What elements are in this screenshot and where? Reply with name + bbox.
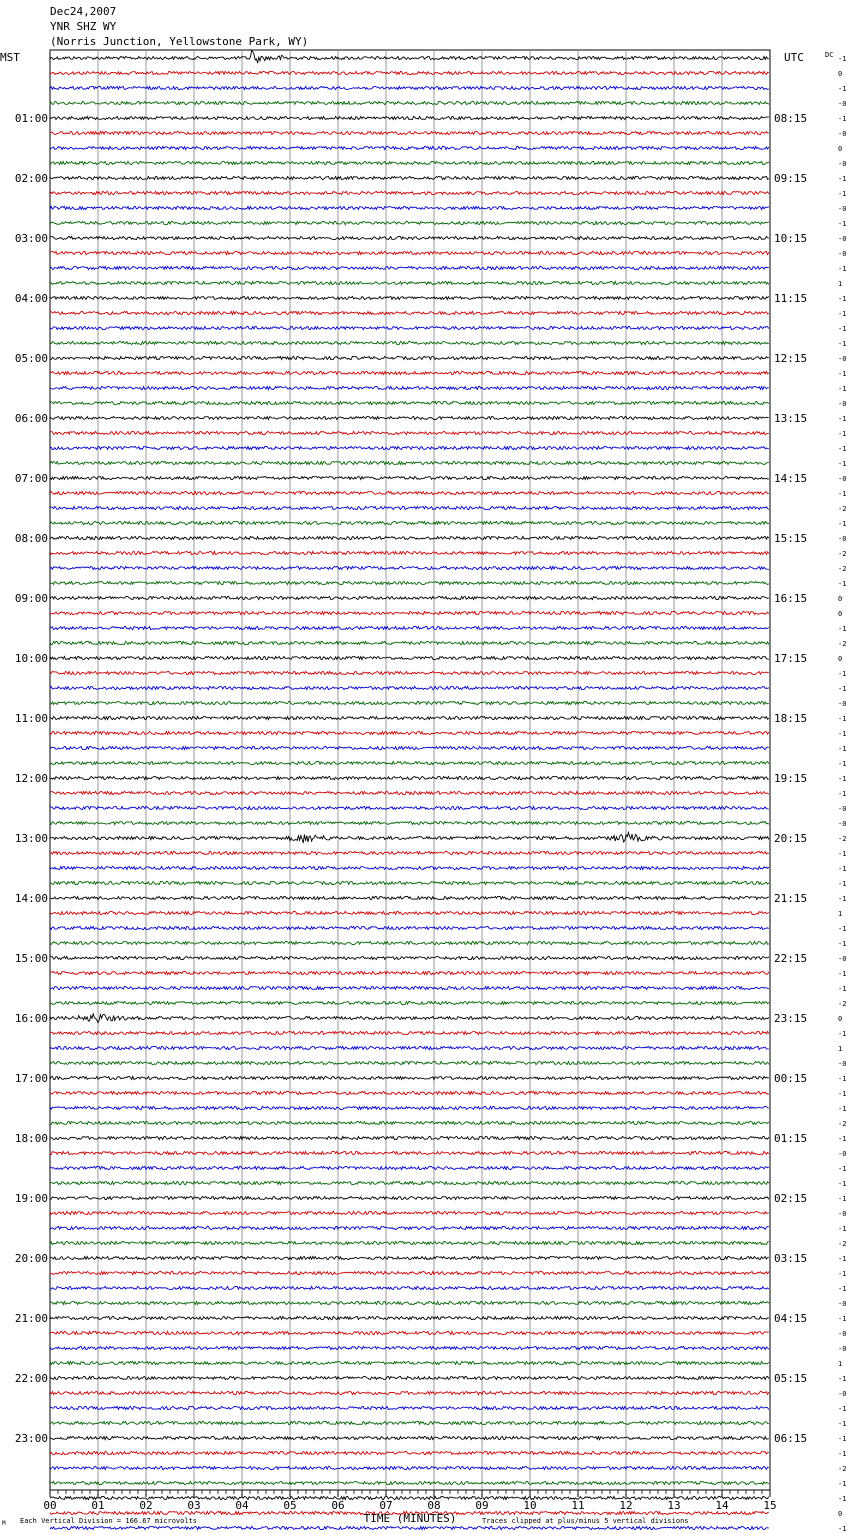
seismic-trace bbox=[50, 1181, 769, 1184]
seismic-trace bbox=[50, 251, 769, 254]
utc-hour-label: 16:15 bbox=[774, 592, 808, 605]
seismic-trace bbox=[50, 506, 769, 509]
x-tick-label: 03 bbox=[187, 1499, 201, 1512]
utc-hour-label: 13:15 bbox=[774, 412, 808, 425]
seismic-trace bbox=[50, 911, 769, 914]
seismic-trace bbox=[50, 521, 769, 524]
seismic-trace bbox=[50, 866, 769, 869]
seismic-trace bbox=[50, 941, 769, 944]
seismic-trace bbox=[50, 1331, 769, 1334]
dc-offset-label: -0 bbox=[838, 1300, 847, 1308]
seismic-trace bbox=[50, 1196, 769, 1199]
dc-offset-label: -1 bbox=[838, 790, 847, 798]
dc-offset-label: 1 bbox=[838, 1360, 843, 1368]
seismic-trace bbox=[50, 101, 769, 104]
seismic-trace bbox=[50, 1211, 769, 1214]
dc-offset-label: -1 bbox=[838, 1090, 847, 1098]
dc-offset-label: 0 bbox=[838, 655, 843, 663]
dc-offset-label: -1 bbox=[838, 1480, 847, 1488]
dc-offset-label: -2 bbox=[838, 1000, 847, 1008]
dc-offset-label: -1 bbox=[838, 415, 847, 423]
mst-hour-label: 02:00 bbox=[14, 172, 48, 185]
seismic-trace bbox=[50, 626, 769, 629]
seismic-trace bbox=[50, 71, 769, 74]
seismic-trace bbox=[50, 1121, 769, 1124]
seismic-trace bbox=[50, 716, 769, 719]
dc-offset-label: -0 bbox=[838, 1390, 847, 1398]
dc-offset-label: -1 bbox=[838, 220, 847, 228]
dc-offset-label: -1 bbox=[838, 1420, 847, 1428]
dc-offset-label: -1 bbox=[838, 1405, 847, 1413]
dc-offset-label: -1 bbox=[838, 730, 847, 738]
dc-offset-label: -2 bbox=[838, 565, 847, 573]
seismic-trace bbox=[50, 401, 769, 404]
dc-offset-label: -0 bbox=[838, 1060, 847, 1068]
dc-offset-label: -1 bbox=[838, 115, 847, 123]
dc-offset-label: 0 bbox=[838, 610, 843, 618]
utc-hour-label: 10:15 bbox=[774, 232, 808, 245]
seismic-trace bbox=[50, 1014, 769, 1023]
dc-offset-label: -0 bbox=[838, 400, 847, 408]
dc-offset-label: -1 bbox=[838, 1495, 847, 1503]
seismic-trace bbox=[50, 1166, 769, 1169]
seismic-trace bbox=[50, 281, 769, 284]
seismic-trace bbox=[50, 221, 769, 224]
dc-offset-label: -0 bbox=[838, 235, 847, 243]
utc-hour-label: 23:15 bbox=[774, 1012, 808, 1025]
seismic-trace bbox=[50, 776, 769, 779]
seismic-trace bbox=[50, 1241, 769, 1244]
mst-hour-label: 15:00 bbox=[14, 952, 48, 965]
seismic-trace bbox=[50, 1076, 769, 1079]
mst-hour-label: 23:00 bbox=[14, 1432, 48, 1445]
dc-offset-label: -1 bbox=[838, 295, 847, 303]
seismic-trace bbox=[50, 176, 769, 179]
dc-offset-label: -1 bbox=[838, 1030, 847, 1038]
utc-hour-label: 08:15 bbox=[774, 112, 808, 125]
dc-offset-label: 0 bbox=[838, 1015, 843, 1023]
dc-offset-label: 0 bbox=[838, 1510, 843, 1518]
mst-hour-label: 14:00 bbox=[14, 892, 48, 905]
dc-offset-label: -1 bbox=[838, 460, 847, 468]
seismic-trace bbox=[50, 1436, 769, 1439]
dc-offset-label: -0 bbox=[838, 355, 847, 363]
x-tick-label: 11 bbox=[571, 1499, 585, 1512]
utc-hour-label: 04:15 bbox=[774, 1312, 808, 1325]
seismic-trace bbox=[50, 791, 769, 794]
seismic-trace bbox=[50, 656, 769, 659]
dc-offset-label: -1 bbox=[838, 520, 847, 528]
seismic-trace bbox=[50, 1316, 769, 1319]
utc-hour-label: 12:15 bbox=[774, 352, 808, 365]
utc-hour-label: 05:15 bbox=[774, 1372, 808, 1385]
utc-hour-label: 11:15 bbox=[774, 292, 808, 305]
seismic-trace bbox=[50, 236, 769, 239]
seismic-trace bbox=[50, 1301, 769, 1304]
dc-offset-label: -1 bbox=[838, 685, 847, 693]
seismic-trace bbox=[50, 596, 769, 599]
seismic-trace bbox=[50, 431, 769, 434]
dc-offset-label: -1 bbox=[838, 385, 847, 393]
utc-hour-label: 02:15 bbox=[774, 1192, 808, 1205]
seismic-trace bbox=[50, 566, 769, 569]
mst-hour-label: 10:00 bbox=[14, 652, 48, 665]
seismic-trace bbox=[50, 1061, 769, 1064]
station-location: (Norris Junction, Yellowstone Park, WY) bbox=[50, 35, 309, 48]
x-tick-label: 13 bbox=[667, 1499, 681, 1512]
dc-offset-label: -1 bbox=[838, 1435, 847, 1443]
utc-axis-label: UTC bbox=[784, 51, 804, 64]
seismic-trace bbox=[50, 971, 769, 974]
dc-offset-label: -2 bbox=[838, 1240, 847, 1248]
utc-hour-label: 21:15 bbox=[774, 892, 808, 905]
seismic-trace bbox=[50, 956, 769, 959]
dc-offset-label: -1 bbox=[838, 1270, 847, 1278]
dc-offset-label: -1 bbox=[838, 1075, 847, 1083]
dc-offset-label: -1 bbox=[838, 775, 847, 783]
seismic-trace bbox=[50, 131, 769, 134]
mst-hour-label: 21:00 bbox=[14, 1312, 48, 1325]
dc-offset-label: -2 bbox=[838, 1120, 847, 1128]
utc-hour-label: 15:15 bbox=[774, 532, 808, 545]
mst-hour-label: 05:00 bbox=[14, 352, 48, 365]
dc-offset-label: -0 bbox=[838, 130, 847, 138]
dc-offset-label: -0 bbox=[838, 955, 847, 963]
dc-offset-label: -0 bbox=[838, 535, 847, 543]
seismic-trace bbox=[50, 1151, 769, 1154]
seismic-trace bbox=[50, 1286, 769, 1289]
seismic-trace bbox=[50, 671, 769, 674]
seismic-trace bbox=[50, 611, 769, 614]
dc-offset-label: -1 bbox=[838, 340, 847, 348]
seismic-trace bbox=[50, 986, 769, 989]
mst-hour-label: 20:00 bbox=[14, 1252, 48, 1265]
mst-hour-label: 04:00 bbox=[14, 292, 48, 305]
dc-offset-label: -1 bbox=[838, 715, 847, 723]
seismic-trace bbox=[50, 1046, 769, 1049]
seismic-trace bbox=[50, 1466, 769, 1469]
seismic-trace bbox=[50, 356, 769, 359]
dc-offset-label: -1 bbox=[838, 85, 847, 93]
dc-offset-label: -1 bbox=[838, 1315, 847, 1323]
dc-offset-label: -2 bbox=[838, 835, 847, 843]
utc-hour-label: 19:15 bbox=[774, 772, 808, 785]
utc-hour-label: 09:15 bbox=[774, 172, 808, 185]
mst-hour-label: 18:00 bbox=[14, 1132, 48, 1145]
dc-offset-label: -1 bbox=[838, 325, 847, 333]
mst-hour-label: 12:00 bbox=[14, 772, 48, 785]
dc-offset-label: -1 bbox=[838, 895, 847, 903]
dc-offset-label: -1 bbox=[838, 985, 847, 993]
seismic-trace bbox=[50, 761, 769, 764]
seismic-trace bbox=[50, 1031, 769, 1034]
x-tick-label: 14 bbox=[715, 1499, 729, 1512]
dc-offset-label: -1 bbox=[838, 310, 847, 318]
dc-offset-label: -1 bbox=[838, 745, 847, 753]
mst-hour-label: 08:00 bbox=[14, 532, 48, 545]
dc-offset-label: 1 bbox=[838, 910, 843, 918]
seismic-trace bbox=[50, 1526, 769, 1529]
seismic-trace bbox=[50, 371, 769, 374]
seismic-trace bbox=[50, 1091, 769, 1094]
dc-offset-label: -1 bbox=[838, 430, 847, 438]
mst-hour-label: 13:00 bbox=[14, 832, 48, 845]
dc-offset-label: -1 bbox=[838, 370, 847, 378]
seismic-trace bbox=[50, 581, 769, 584]
x-tick-label: 10 bbox=[523, 1499, 537, 1512]
dc-offset-label: -1 bbox=[838, 1225, 847, 1233]
mst-hour-label: 03:00 bbox=[14, 232, 48, 245]
seismic-trace bbox=[50, 146, 769, 149]
seismic-trace bbox=[50, 491, 769, 494]
dc-offset-label: -1 bbox=[838, 1285, 847, 1293]
dc-offset-label: -1 bbox=[838, 865, 847, 873]
seismic-trace bbox=[50, 116, 769, 119]
seismic-trace bbox=[50, 1346, 769, 1349]
dc-offset-label: -1 bbox=[838, 925, 847, 933]
seismic-trace bbox=[50, 161, 769, 164]
utc-hour-label: 22:15 bbox=[774, 952, 808, 965]
seismic-trace bbox=[50, 1001, 769, 1004]
seismic-trace bbox=[50, 1391, 769, 1394]
mst-hour-label: 22:00 bbox=[14, 1372, 48, 1385]
seismic-trace bbox=[50, 1106, 769, 1109]
dc-offset-label: -0 bbox=[838, 475, 847, 483]
utc-hour-label: 20:15 bbox=[774, 832, 808, 845]
dc-offset-label: -1 bbox=[838, 265, 847, 273]
x-tick-label: 04 bbox=[235, 1499, 249, 1512]
dc-offset-label: -1 bbox=[838, 445, 847, 453]
utc-hour-label: 06:15 bbox=[774, 1432, 808, 1445]
x-tick-label: 01 bbox=[91, 1499, 105, 1512]
record-date: Dec24,2007 bbox=[50, 5, 117, 18]
dc-offset-label: 1 bbox=[838, 280, 843, 288]
seismic-trace bbox=[50, 191, 769, 194]
dc-offset-label: -1 bbox=[838, 880, 847, 888]
x-tick-label: 05 bbox=[283, 1499, 297, 1512]
seismic-trace bbox=[50, 296, 769, 299]
x-tick-label: 00 bbox=[43, 1499, 57, 1512]
dc-offset-label: -0 bbox=[838, 1345, 847, 1353]
utc-hour-label: 01:15 bbox=[774, 1132, 808, 1145]
dc-offset-label: -1 bbox=[838, 1105, 847, 1113]
dc-offset-label: 0 bbox=[838, 595, 843, 603]
seismic-trace bbox=[50, 1256, 769, 1259]
dc-offset-label: 1 bbox=[838, 1045, 843, 1053]
dc-offset-label: -0 bbox=[838, 1150, 847, 1158]
dc-offset-label: -0 bbox=[838, 205, 847, 213]
seismic-trace bbox=[50, 86, 769, 89]
station-code: YNR SHZ WY bbox=[50, 20, 117, 33]
x-tick-label: 09 bbox=[475, 1499, 489, 1512]
x-tick-label: 12 bbox=[619, 1499, 633, 1512]
dc-offset-label: -1 bbox=[838, 760, 847, 768]
dc-offset-label: -1 bbox=[838, 850, 847, 858]
corner-mark: M bbox=[2, 1520, 6, 1527]
x-tick-label: 15 bbox=[763, 1499, 777, 1512]
x-axis-label: TIME (MINUTES) bbox=[363, 1512, 457, 1525]
seismic-trace bbox=[50, 926, 769, 929]
dc-offset-label: -1 bbox=[838, 490, 847, 498]
utc-hour-label: 14:15 bbox=[774, 472, 808, 485]
vertical-division-note: Each Vertical Division = 166.67 microvolts bbox=[20, 1517, 198, 1525]
dc-offset-label: -1 bbox=[838, 940, 847, 948]
dc-offset-label: -2 bbox=[838, 640, 847, 648]
clip-note: Traces clipped at plus/minus 5 vertical divisions bbox=[482, 1517, 689, 1525]
seismic-trace bbox=[50, 536, 769, 539]
dc-offset-label: -0 bbox=[838, 820, 847, 828]
x-tick-label: 07 bbox=[379, 1499, 393, 1512]
mst-hour-label: 07:00 bbox=[14, 472, 48, 485]
seismic-trace bbox=[50, 881, 769, 884]
dc-offset-label: -0 bbox=[838, 700, 847, 708]
seismic-trace bbox=[50, 701, 769, 704]
seismic-trace bbox=[50, 326, 769, 329]
dc-offset-label: -0 bbox=[838, 160, 847, 168]
mst-hour-label: 16:00 bbox=[14, 1012, 48, 1025]
dc-offset-label: -1 bbox=[838, 1255, 847, 1263]
x-tick-label: 06 bbox=[331, 1499, 345, 1512]
seismic-trace bbox=[50, 896, 769, 899]
dc-offset-label: -1 bbox=[838, 1135, 847, 1143]
dc-offset-label: -1 bbox=[838, 1180, 847, 1188]
seismic-trace bbox=[50, 851, 769, 854]
seismic-trace bbox=[50, 416, 769, 419]
dc-offset-label: -0 bbox=[838, 250, 847, 258]
dc-offset-label: -1 bbox=[838, 1195, 847, 1203]
dc-offset-label: -1 bbox=[838, 1165, 847, 1173]
seismic-trace bbox=[50, 266, 769, 269]
seismic-trace bbox=[50, 206, 769, 209]
dc-offset-label: -2 bbox=[838, 550, 847, 558]
seismic-trace bbox=[50, 821, 769, 824]
seismic-trace bbox=[50, 1451, 769, 1454]
seismic-trace bbox=[50, 446, 769, 449]
seismic-trace bbox=[50, 461, 769, 464]
seismic-trace bbox=[50, 551, 769, 554]
mst-hour-label: 01:00 bbox=[14, 112, 48, 125]
dc-offset-label: 0 bbox=[838, 70, 843, 78]
dc-offset-label: -0 bbox=[838, 805, 847, 813]
dc-offset-label: -1 bbox=[838, 190, 847, 198]
seismic-trace bbox=[50, 832, 769, 843]
utc-hour-label: 00:15 bbox=[774, 1072, 808, 1085]
dc-offset-label: -2 bbox=[838, 1465, 847, 1473]
dc-offset-label: -1 bbox=[838, 970, 847, 978]
seismic-trace bbox=[50, 686, 769, 689]
seismic-trace bbox=[50, 1271, 769, 1274]
seismic-trace bbox=[50, 806, 769, 809]
dc-offset-label: -0 bbox=[838, 1210, 847, 1218]
dc-offset-label: -2 bbox=[838, 505, 847, 513]
dc-offset-label: -1 bbox=[838, 175, 847, 183]
seismic-trace bbox=[50, 1481, 769, 1484]
seismic-trace bbox=[50, 386, 769, 389]
seismic-trace bbox=[50, 731, 769, 734]
seismic-trace bbox=[50, 1376, 769, 1379]
dc-offset-label: -1 bbox=[838, 1375, 847, 1383]
mst-hour-label: 09:00 bbox=[14, 592, 48, 605]
mst-axis-label: MST bbox=[0, 51, 20, 64]
dc-offset-label: -1 bbox=[838, 1525, 847, 1533]
dc-offset-label: -1 bbox=[838, 670, 847, 678]
seismic-trace bbox=[50, 1496, 769, 1499]
seismic-trace bbox=[50, 476, 769, 479]
seismic-trace bbox=[50, 1421, 769, 1424]
mst-hour-label: 06:00 bbox=[14, 412, 48, 425]
seismic-trace bbox=[50, 341, 769, 344]
x-tick-label: 02 bbox=[139, 1499, 153, 1512]
seismic-trace bbox=[50, 746, 769, 749]
mst-hour-label: 11:00 bbox=[14, 712, 48, 725]
dc-offset-label: -0 bbox=[838, 100, 847, 108]
seismic-trace bbox=[50, 1226, 769, 1229]
seismic-trace bbox=[50, 1361, 769, 1364]
seismic-trace bbox=[50, 50, 769, 63]
dc-offset-label: 0 bbox=[838, 145, 843, 153]
seismic-trace bbox=[50, 1136, 769, 1139]
dc-offset-label: -1 bbox=[838, 580, 847, 588]
utc-hour-label: 18:15 bbox=[774, 712, 808, 725]
dc-column-label: DC bbox=[825, 51, 834, 59]
mst-hour-label: 17:00 bbox=[14, 1072, 48, 1085]
dc-offset-label: -1 bbox=[838, 625, 847, 633]
mst-hour-label: 19:00 bbox=[14, 1192, 48, 1205]
dc-offset-label: -0 bbox=[838, 1330, 847, 1338]
x-tick-label: 08 bbox=[427, 1499, 441, 1512]
seismic-trace bbox=[50, 1406, 769, 1409]
dc-offset-label: -1 bbox=[838, 55, 847, 63]
utc-hour-label: 03:15 bbox=[774, 1252, 808, 1265]
dc-offset-label: -1 bbox=[838, 1450, 847, 1458]
seismic-trace bbox=[50, 311, 769, 314]
utc-hour-label: 17:15 bbox=[774, 652, 808, 665]
seismic-trace bbox=[50, 641, 769, 644]
